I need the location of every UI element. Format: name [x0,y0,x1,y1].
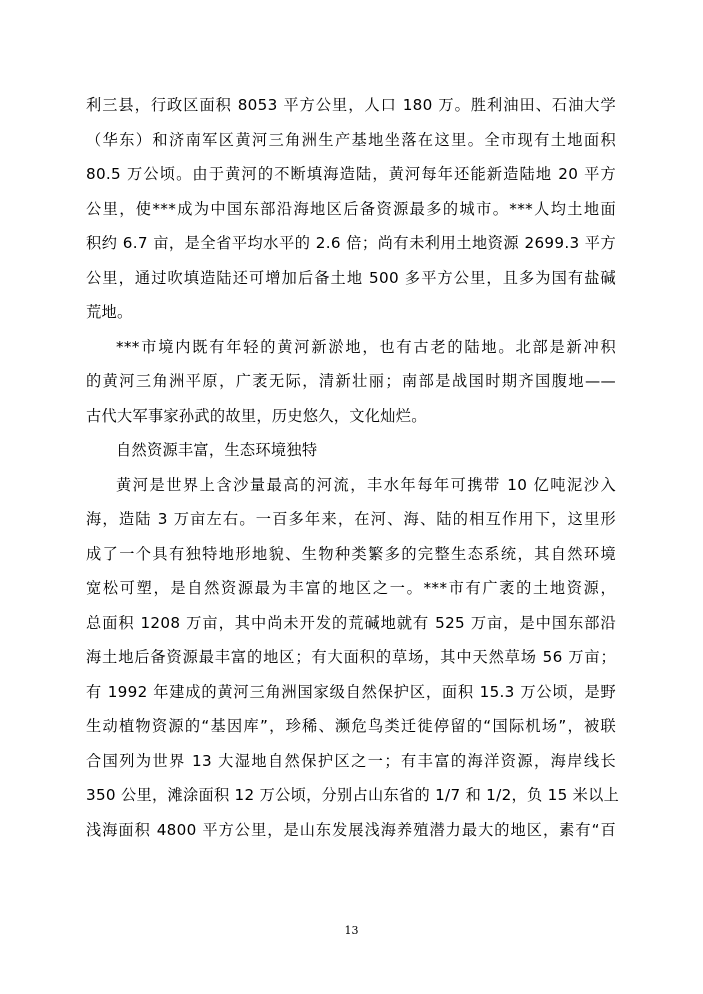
text-line: 80.5 万公顷。由于黄河的不断填海造陆，黄河每年还能新造陆地 20 平方 [86,165,616,183]
text-line: 350 公里，滩涂面积 12 万公顷，分别占山东省的 1/7 和 1/2，负 15 米以上 [86,786,620,804]
paragraph-first-line: 黄河是世界上含沙量最高的河流，丰水年每年可携带 10 亿吨泥沙入 [116,476,616,494]
text-line: 公里，使***成为中国东部沿海地区后备资源最多的城市。***人均土地面 [86,200,616,218]
text-line: 的黄河三角洲平原，广袤无际，清新壮丽；南部是战国时期齐国腹地—— [86,372,616,390]
text-line: 利三县，行政区面积 8053 平方公里，人口 180 万。胜利油田、石油大学 [86,96,616,114]
text-line: 成了一个具有独特地形地貌、生物种类繁多的完整生态系统，其自然环境 [86,545,616,563]
page-number: 13 [344,924,359,937]
text-line: 海土地后备资源最丰富的地区；有大面积的草场，其中天然草场 56 万亩； [86,648,616,666]
text-line: 有 1992 年建成的黄河三角洲国家级自然保护区，面积 15.3 万公顷，是野 [86,683,616,701]
text-line: 合国列为世界 13 大湿地自然保护区之一；有丰富的海洋资源，海岸线长 [86,752,616,770]
text-line: 浅海面积 4800 平方公里，是山东发展浅海养殖潜力最大的地区，素有“百 [86,821,616,839]
text-line: 总面积 1208 万亩，其中尚未开发的荒碱地就有 525 万亩，是中国东部沿 [86,614,616,632]
text-line: 古代大军事家孙武的故里，历史悠久，文化灿烂。 [86,407,427,425]
text-line: （华东）和济南军区黄河三角洲生产基地坐落在这里。全市现有土地面积 [86,131,616,149]
text-line: 生动植物资源的“基因库”，珍稀、濒危鸟类迁徙停留的“国际机场”，被联 [86,717,616,735]
paragraph-first-line: ***市境内既有年轻的黄河新淤地，也有古老的陆地。北部是新冲积 [116,338,616,356]
text-line: 积约 6.7 亩，是全省平均水平的 2.6 倍；尚有未利用土地资源 2699.3 平方 [86,234,616,252]
text-line: 公里，通过吹填造陆还可增加后备土地 500 多平方公里，且多为国有盐碱 [86,269,616,287]
text-line: 海，造陆 3 万亩左右。一百多年来，在河、海、陆的相互作用下，这里形 [86,510,616,528]
text-line: 宽松可塑，是自然资源最为丰富的地区之一。***市有广袤的土地资源， [86,579,616,597]
section-heading: 自然资源丰富，生态环境独特 [116,441,318,459]
text-line: 荒地。 [86,303,133,321]
